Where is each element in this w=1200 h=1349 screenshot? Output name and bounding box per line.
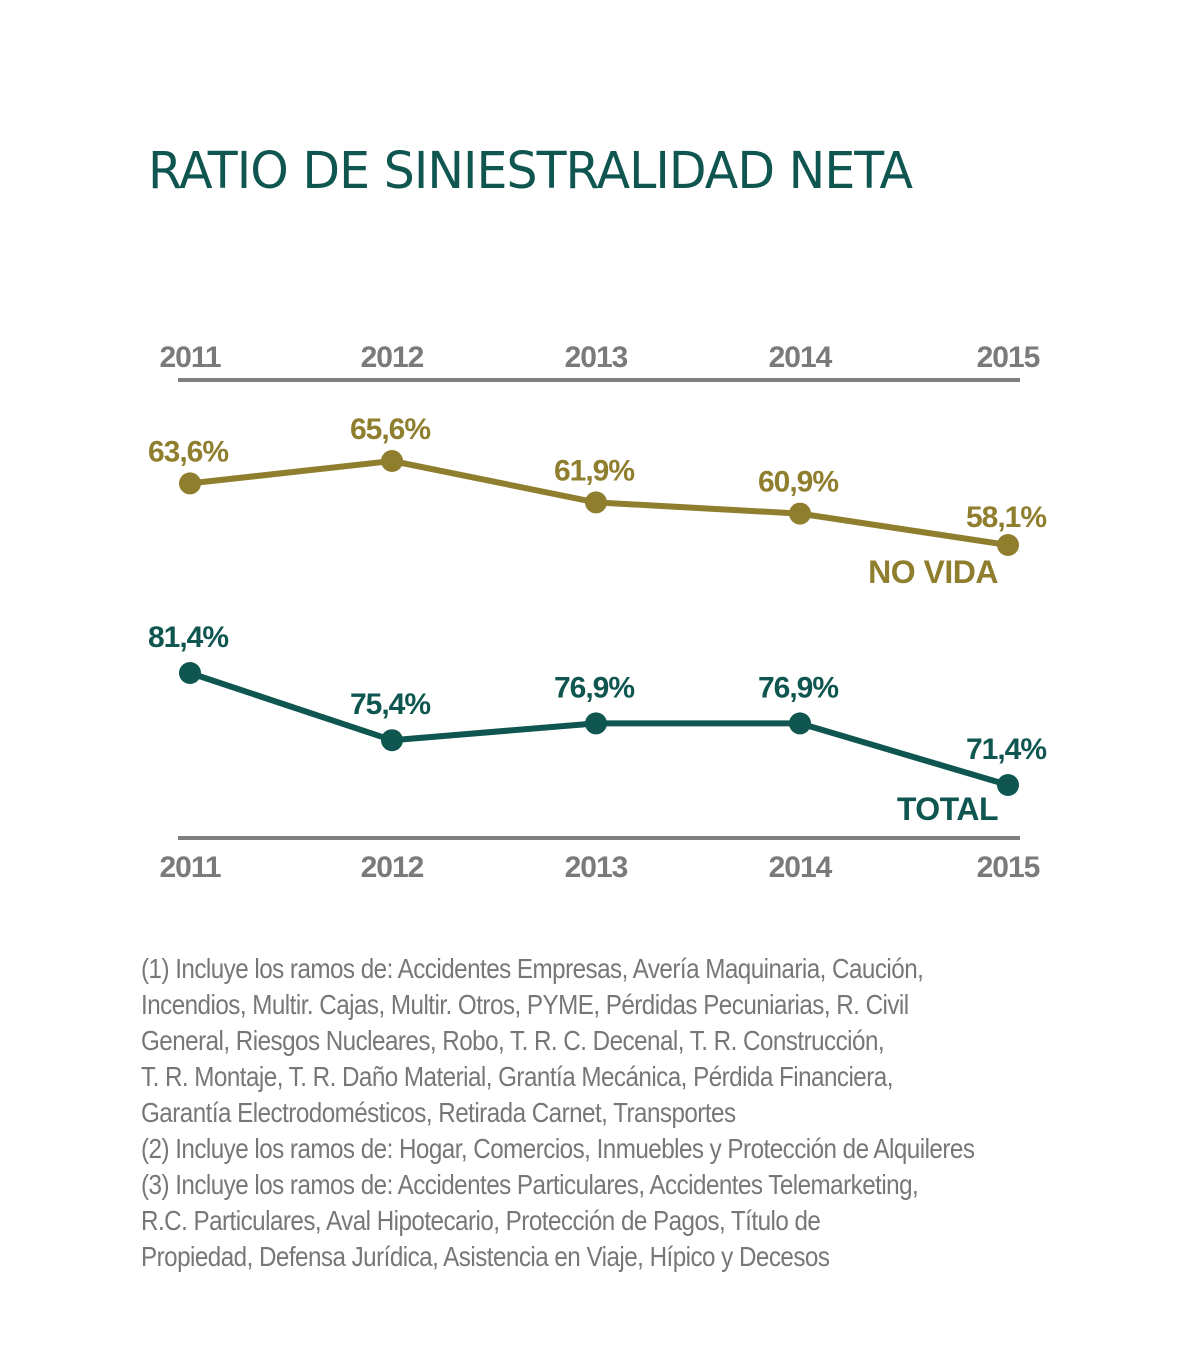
footnote-line: General, Riesgos Nucleares, Robo, T. R. C. Decenal, T. R. Construcción, — [141, 1025, 885, 1056]
footnote-line: (3) Incluye los ramos de: Accidentes Particulares, Accidentes Telemarketing, — [141, 1169, 919, 1200]
no_vida-series-name: NO VIDA — [868, 554, 998, 590]
x-tick-label-bottom: 2015 — [976, 851, 1040, 884]
total-data-point — [585, 712, 607, 734]
no_vida-data-label: 61,9% — [553, 454, 635, 488]
x-tick-label-bottom: 2013 — [564, 851, 628, 884]
x-tick-label-top: 2013 — [564, 341, 628, 374]
footnote-line: (1) Incluye los ramos de: Accidentes Empresas, Avería Maquinaria, Caución, — [141, 953, 924, 984]
no_vida-data-label: 65,6% — [349, 413, 431, 446]
footnote-line: R.C. Particulares, Aval Hipotecario, Protección de Pagos, Título de — [141, 1205, 821, 1236]
total-data-label: 75,4% — [349, 688, 431, 722]
x-tick-label-bottom: 2014 — [768, 851, 832, 884]
footnote-line: T. R. Montaje, T. R. Daño Material, Grantía Mecánica, Pérdida Financiera, — [141, 1061, 893, 1092]
total-data-point — [997, 774, 1019, 796]
total-series-name: TOTAL — [896, 791, 998, 827]
x-tick-label-top: 2014 — [768, 341, 832, 374]
no_vida-data-point — [585, 491, 607, 513]
total-data-point — [381, 729, 403, 751]
no_vida-data-point — [997, 534, 1019, 556]
footnote-line: Garantía Electrodomésticos, Retirada Carnet, Transportes — [141, 1097, 736, 1128]
x-tick-label-bottom: 2012 — [360, 851, 424, 884]
footnote-line: Incendios, Multir. Cajas, Multir. Otros, PYME, Pérdidas Pecuniarias, R. Civil — [141, 989, 909, 1020]
no_vida-data-label: 58,1% — [965, 501, 1047, 534]
total-data-label: 76,9% — [553, 671, 635, 705]
total-data-label: 81,4% — [147, 621, 229, 654]
footnote-line: Propiedad, Defensa Jurídica, Asistencia en Viaje, Hípico y Decesos — [141, 1241, 830, 1272]
x-tick-label-bottom: 2011 — [159, 851, 221, 884]
x-tick-label-top: 2012 — [360, 341, 424, 374]
footnote-line: (2) Incluye los ramos de: Hogar, Comercios, Inmuebles y Protección de Alquileres — [141, 1133, 975, 1164]
chart-title: RATIO DE SINIESTRALIDAD NETA — [148, 142, 912, 201]
no_vida-data-label: 60,9% — [757, 465, 839, 499]
no_vida-data-point — [381, 450, 403, 472]
total-data-point — [179, 662, 201, 684]
total-data-label: 71,4% — [965, 733, 1047, 766]
no_vida-data-point — [179, 472, 201, 494]
x-tick-label-top: 2015 — [976, 341, 1040, 374]
footnotes — [141, 951, 1161, 1275]
total-data-point — [789, 712, 811, 734]
no_vida-data-point — [789, 503, 811, 525]
total-data-label: 76,9% — [757, 671, 839, 705]
x-tick-label-top: 2011 — [159, 341, 221, 374]
no_vida-data-label: 63,6% — [147, 435, 229, 469]
